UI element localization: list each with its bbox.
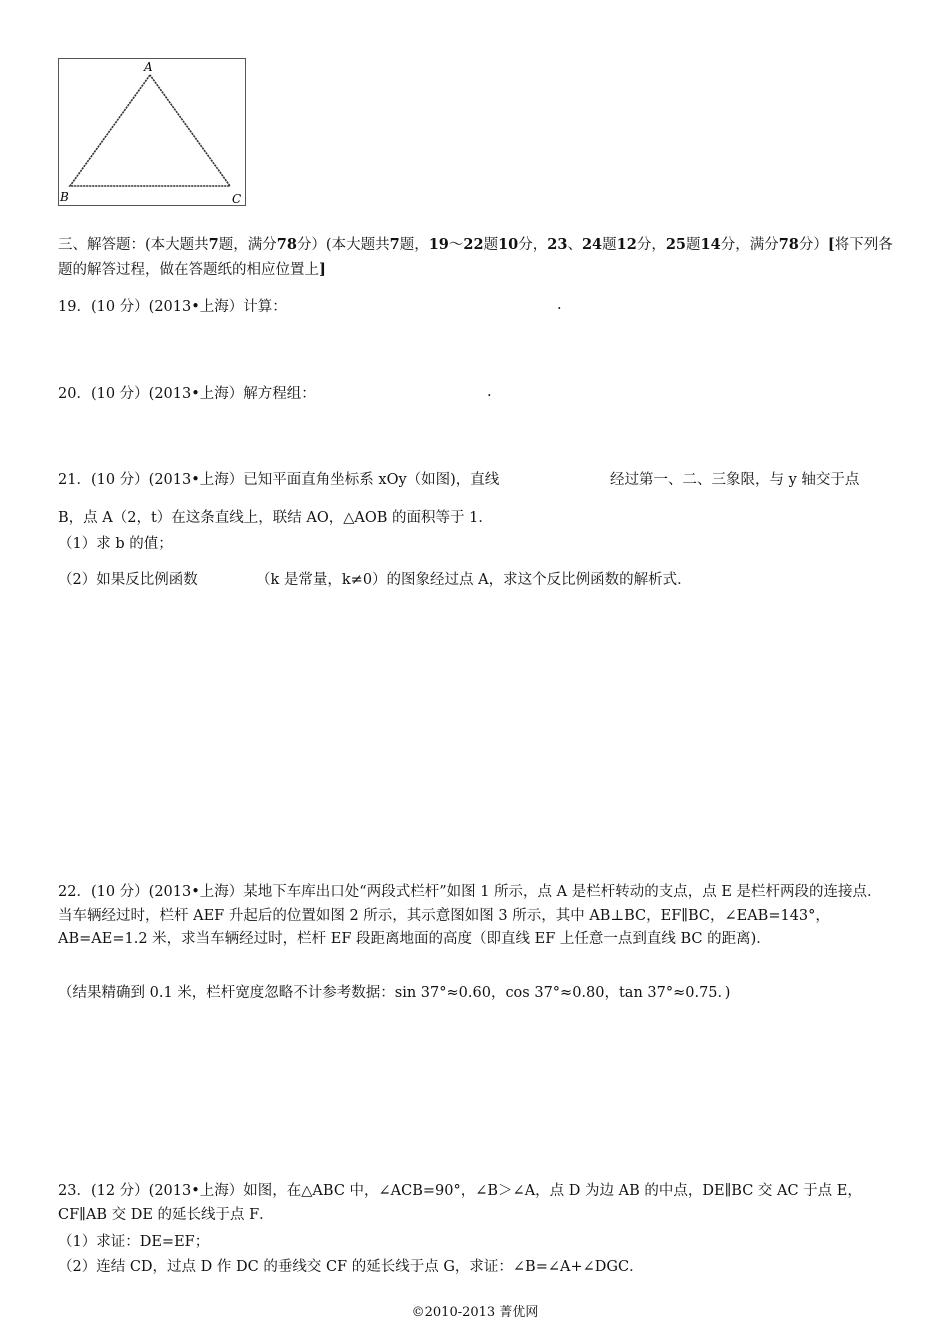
vertex-label-a: A [144,60,153,74]
question-20-end: . [487,384,492,400]
question-19-end: . [557,297,562,313]
section3-heading: 三、解答题：(本大题共7题，满分78分）(本大题共7题，19～22题10分，23、24题12分，25题14分，满分78分）[将下列各题的解答过程，做在答题纸的相应位置上] [58,236,893,278]
question-21-part2b: （k 是常量，k≠0）的图象经过点 A，求这个反比例函数的解析式． [256,572,692,588]
question-21-line2: B，点 A（2，t）在这条直线上，联结 AO，△AOB 的面积等于 1． [58,510,493,526]
question-23-part2: （2）连结 CD，过点 D 作 DC 的垂线交 CF 的延长线于点 G，求证：∠B=∠A+∠DGC． [58,1259,644,1275]
question-21-line1b: 经过第一、二、三象限，与 y 轴交于点 [610,472,860,488]
question-22-note: （结果精确到 0.1 米，栏杆宽度忽略不计参考数据：sin 37°≈0.60，cos 37°≈0.80，tan 37°≈0.75．) [58,985,731,1001]
question-21-part1: （1）求 b 的值； [58,536,173,552]
question-21-line1a: 21．(10 分）(2013•上海）已知平面直角坐标系 xOy（如图)，直线 [58,472,500,488]
question-23-part1: （1）求证：DE=EF； [58,1234,210,1250]
question-23: 23．(12 分）(2013•上海）如图，在△ABC 中，∠ACB=90°，∠B＞∠A，点 D 为边 AB 的中点，DE∥BC 交 AC 于点 E，CF∥AB 交 DE 的延长线于点 F． [58,1183,862,1223]
page-footer: ©2010-2013 菁优网 [411,1305,539,1320]
vertex-label-b: B [60,190,69,204]
triangle-abc-figure [58,58,246,206]
question-21-part2a: （2）如果反比例函数 [58,572,198,588]
question-20: 20．(10 分）(2013•上海）解方程组： [58,386,316,402]
question-22: 22．(10 分）(2013•上海）某地下车库出口处“两段式栏杆”如图 1 所示，点 A 是栏杆转动的支点，点 E 是栏杆两段的连接点．当车辆经过时，栏杆 AEF 升起后的位置如图 2 所示，其示意图如图 3 所示，其中 AB⊥BC，EF∥BC，∠EAB=143°，AB=AE=1.2 米，求当车辆经过时，栏杆 EF 段距离地面的高度（即直线 EF 上任意一点到直线 BC 的距离)． [58,884,882,947]
vertex-label-c: C [232,192,242,206]
question-19: 19．(10 分）(2013•上海）计算： [58,299,287,315]
figure-frame [59,59,246,206]
